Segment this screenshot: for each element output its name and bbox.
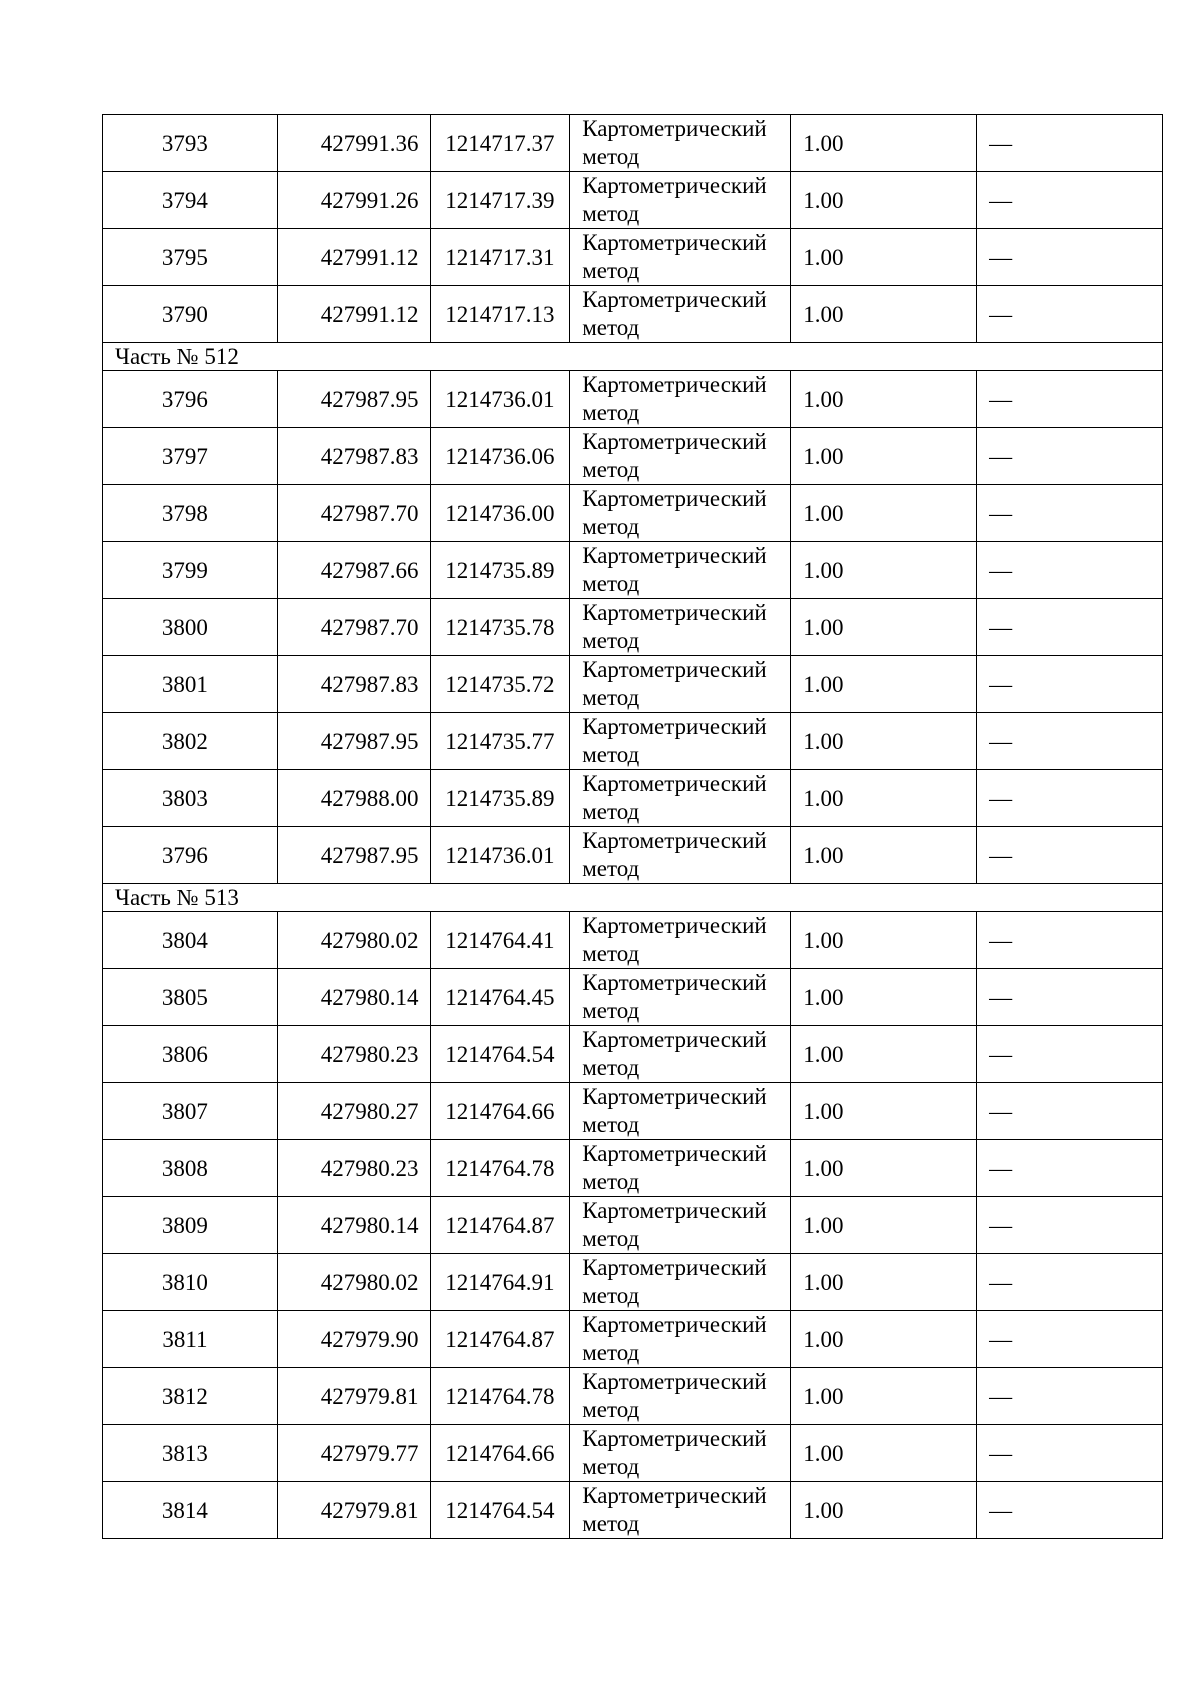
description-cell [977, 1197, 1163, 1254]
point-number-cell: 3811 [103, 1311, 278, 1368]
point-number-cell: 3801 [103, 656, 278, 713]
section-header-row [103, 343, 1163, 371]
point-number-cell: 3812 [103, 1368, 278, 1425]
accuracy-cell: 1.00 [791, 115, 977, 172]
accuracy-cell: 1.00 [791, 713, 977, 770]
description-cell [977, 1368, 1163, 1425]
accuracy-cell: 1.00 [791, 1197, 977, 1254]
table-row [103, 1368, 1163, 1425]
description-cell [977, 229, 1163, 286]
table-row [103, 229, 1163, 286]
point-number-cell: 3798 [103, 485, 278, 542]
method-cell: Картометрический метод [570, 656, 791, 713]
x-coordinate-cell: 427987.83 [277, 428, 430, 485]
description-cell [977, 286, 1163, 343]
accuracy-cell: 1.00 [791, 1083, 977, 1140]
accuracy-cell: 1.00 [791, 1026, 977, 1083]
point-number-cell: 3802 [103, 713, 278, 770]
description-cell [977, 1083, 1163, 1140]
point-number-cell: 3808 [103, 1140, 278, 1197]
point-number-cell: 3805 [103, 969, 278, 1026]
table-row [103, 1026, 1163, 1083]
y-coordinate-cell: 1214717.37 [430, 115, 570, 172]
method-cell: Картометрический метод [570, 428, 791, 485]
y-coordinate-cell: 1214764.66 [430, 1083, 570, 1140]
description-dash: — [989, 500, 1013, 526]
x-coordinate-cell: 427980.23 [277, 1140, 430, 1197]
method-cell: Картометрический метод [570, 1311, 791, 1368]
method-cell: Картометрический метод [570, 115, 791, 172]
method-cell: Картометрический метод [570, 1425, 791, 1482]
coordinates-table [102, 114, 1163, 1539]
table-row [103, 1311, 1163, 1368]
table-row [103, 1254, 1163, 1311]
y-coordinate-cell: 1214764.91 [430, 1254, 570, 1311]
accuracy-cell: 1.00 [791, 1368, 977, 1425]
x-coordinate-cell: 427980.02 [277, 1254, 430, 1311]
accuracy-cell: 1.00 [791, 912, 977, 969]
accuracy-cell: 1.00 [791, 229, 977, 286]
table-row [103, 713, 1163, 770]
x-coordinate-cell: 427987.83 [277, 656, 430, 713]
description-cell [977, 827, 1163, 884]
description-dash: — [989, 244, 1013, 270]
accuracy-cell: 1.00 [791, 1482, 977, 1539]
method-cell: Картометрический метод [570, 912, 791, 969]
x-coordinate-cell: 427980.23 [277, 1026, 430, 1083]
method-cell: Картометрический метод [570, 1083, 791, 1140]
y-coordinate-cell: 1214735.72 [430, 656, 570, 713]
table-row [103, 770, 1163, 827]
x-coordinate-cell: 427987.70 [277, 485, 430, 542]
y-coordinate-cell: 1214764.66 [430, 1425, 570, 1482]
table-row [103, 428, 1163, 485]
y-coordinate-cell: 1214735.77 [430, 713, 570, 770]
y-coordinate-cell: 1214717.31 [430, 229, 570, 286]
description-cell [977, 656, 1163, 713]
description-dash: — [989, 1440, 1013, 1466]
point-number-cell: 3803 [103, 770, 278, 827]
method-cell: Картометрический метод [570, 713, 791, 770]
method-cell: Картометрический метод [570, 286, 791, 343]
x-coordinate-cell: 427980.27 [277, 1083, 430, 1140]
table-row [103, 485, 1163, 542]
table-row [103, 969, 1163, 1026]
point-number-cell: 3795 [103, 229, 278, 286]
description-dash: — [989, 728, 1013, 754]
description-dash: — [989, 984, 1013, 1010]
description-dash: — [989, 842, 1013, 868]
x-coordinate-cell: 427987.95 [277, 371, 430, 428]
accuracy-cell: 1.00 [791, 1311, 977, 1368]
method-cell: Картометрический метод [570, 371, 791, 428]
point-number-cell: 3807 [103, 1083, 278, 1140]
point-number-cell: 3796 [103, 827, 278, 884]
description-dash: — [989, 614, 1013, 640]
description-dash: — [989, 1212, 1013, 1238]
accuracy-cell: 1.00 [791, 599, 977, 656]
description-dash: — [989, 386, 1013, 412]
table-row [103, 599, 1163, 656]
x-coordinate-cell: 427988.00 [277, 770, 430, 827]
y-coordinate-cell: 1214764.41 [430, 912, 570, 969]
y-coordinate-cell: 1214735.89 [430, 542, 570, 599]
method-cell: Картометрический метод [570, 172, 791, 229]
table-row [103, 1140, 1163, 1197]
y-coordinate-cell: 1214735.78 [430, 599, 570, 656]
table-row [103, 1482, 1163, 1539]
description-dash: — [989, 1098, 1013, 1124]
section-title: Часть № 513 [103, 884, 1163, 912]
accuracy-cell: 1.00 [791, 172, 977, 229]
accuracy-cell: 1.00 [791, 770, 977, 827]
accuracy-cell: 1.00 [791, 656, 977, 713]
description-cell [977, 172, 1163, 229]
description-cell [977, 485, 1163, 542]
x-coordinate-cell: 427979.81 [277, 1482, 430, 1539]
y-coordinate-cell: 1214717.39 [430, 172, 570, 229]
y-coordinate-cell: 1214736.01 [430, 827, 570, 884]
table-row [103, 1197, 1163, 1254]
point-number-cell: 3800 [103, 599, 278, 656]
point-number-cell: 3810 [103, 1254, 278, 1311]
description-cell [977, 542, 1163, 599]
description-cell [977, 599, 1163, 656]
description-dash: — [989, 443, 1013, 469]
x-coordinate-cell: 427979.77 [277, 1425, 430, 1482]
method-cell: Картометрический метод [570, 485, 791, 542]
accuracy-cell: 1.00 [791, 542, 977, 599]
point-number-cell: 3814 [103, 1482, 278, 1539]
accuracy-cell: 1.00 [791, 1425, 977, 1482]
description-dash: — [989, 1155, 1013, 1181]
table-row [103, 542, 1163, 599]
x-coordinate-cell: 427991.26 [277, 172, 430, 229]
x-coordinate-cell: 427991.12 [277, 286, 430, 343]
description-cell [977, 969, 1163, 1026]
x-coordinate-cell: 427991.36 [277, 115, 430, 172]
y-coordinate-cell: 1214764.78 [430, 1368, 570, 1425]
description-cell [977, 770, 1163, 827]
accuracy-cell: 1.00 [791, 1254, 977, 1311]
method-cell: Картометрический метод [570, 542, 791, 599]
method-cell: Картометрический метод [570, 229, 791, 286]
method-cell: Картометрический метод [570, 1026, 791, 1083]
x-coordinate-cell: 427987.66 [277, 542, 430, 599]
point-number-cell: 3797 [103, 428, 278, 485]
accuracy-cell: 1.00 [791, 969, 977, 1026]
coordinates-table-body [103, 115, 1163, 1539]
description-dash: — [989, 785, 1013, 811]
section-title: Часть № 512 [103, 343, 1163, 371]
accuracy-cell: 1.00 [791, 428, 977, 485]
description-dash: — [989, 1326, 1013, 1352]
point-number-cell: 3806 [103, 1026, 278, 1083]
table-row [103, 115, 1163, 172]
y-coordinate-cell: 1214764.87 [430, 1311, 570, 1368]
point-number-cell: 3796 [103, 371, 278, 428]
method-cell: Картометрический метод [570, 1482, 791, 1539]
method-cell: Картометрический метод [570, 827, 791, 884]
table-row [103, 371, 1163, 428]
method-cell: Картометрический метод [570, 1140, 791, 1197]
description-cell [977, 1482, 1163, 1539]
y-coordinate-cell: 1214717.13 [430, 286, 570, 343]
description-cell [977, 713, 1163, 770]
accuracy-cell: 1.00 [791, 371, 977, 428]
x-coordinate-cell: 427980.14 [277, 1197, 430, 1254]
description-dash: — [989, 1269, 1013, 1295]
accuracy-cell: 1.00 [791, 286, 977, 343]
method-cell: Картометрический метод [570, 1197, 791, 1254]
table-row [103, 172, 1163, 229]
point-number-cell: 3790 [103, 286, 278, 343]
accuracy-cell: 1.00 [791, 827, 977, 884]
point-number-cell: 3813 [103, 1425, 278, 1482]
description-dash: — [989, 130, 1013, 156]
point-number-cell: 3793 [103, 115, 278, 172]
description-dash: — [989, 1383, 1013, 1409]
x-coordinate-cell: 427980.14 [277, 969, 430, 1026]
description-cell [977, 428, 1163, 485]
point-number-cell: 3804 [103, 912, 278, 969]
x-coordinate-cell: 427991.12 [277, 229, 430, 286]
point-number-cell: 3809 [103, 1197, 278, 1254]
y-coordinate-cell: 1214736.06 [430, 428, 570, 485]
table-row [103, 286, 1163, 343]
description-dash: — [989, 557, 1013, 583]
table-row [103, 1083, 1163, 1140]
table-row [103, 827, 1163, 884]
description-cell [977, 115, 1163, 172]
accuracy-cell: 1.00 [791, 485, 977, 542]
description-dash: — [989, 671, 1013, 697]
x-coordinate-cell: 427987.95 [277, 713, 430, 770]
section-header-row [103, 884, 1163, 912]
method-cell: Картометрический метод [570, 770, 791, 827]
x-coordinate-cell: 427987.95 [277, 827, 430, 884]
description-dash: — [989, 187, 1013, 213]
method-cell: Картометрический метод [570, 1254, 791, 1311]
method-cell: Картометрический метод [570, 969, 791, 1026]
description-cell [977, 912, 1163, 969]
y-coordinate-cell: 1214764.54 [430, 1482, 570, 1539]
table-row [103, 656, 1163, 713]
y-coordinate-cell: 1214736.00 [430, 485, 570, 542]
accuracy-cell: 1.00 [791, 1140, 977, 1197]
y-coordinate-cell: 1214764.45 [430, 969, 570, 1026]
table-row [103, 1425, 1163, 1482]
x-coordinate-cell: 427979.90 [277, 1311, 430, 1368]
description-cell [977, 1425, 1163, 1482]
description-cell [977, 371, 1163, 428]
description-dash: — [989, 1041, 1013, 1067]
table-row [103, 912, 1163, 969]
method-cell: Картометрический метод [570, 599, 791, 656]
description-cell [977, 1311, 1163, 1368]
x-coordinate-cell: 427979.81 [277, 1368, 430, 1425]
description-cell [977, 1026, 1163, 1083]
y-coordinate-cell: 1214736.01 [430, 371, 570, 428]
x-coordinate-cell: 427987.70 [277, 599, 430, 656]
point-number-cell: 3794 [103, 172, 278, 229]
description-cell [977, 1140, 1163, 1197]
y-coordinate-cell: 1214735.89 [430, 770, 570, 827]
y-coordinate-cell: 1214764.87 [430, 1197, 570, 1254]
x-coordinate-cell: 427980.02 [277, 912, 430, 969]
description-dash: — [989, 1497, 1013, 1523]
y-coordinate-cell: 1214764.54 [430, 1026, 570, 1083]
y-coordinate-cell: 1214764.78 [430, 1140, 570, 1197]
point-number-cell: 3799 [103, 542, 278, 599]
method-cell: Картометрический метод [570, 1368, 791, 1425]
description-cell [977, 1254, 1163, 1311]
description-dash: — [989, 301, 1013, 327]
description-dash: — [989, 927, 1013, 953]
